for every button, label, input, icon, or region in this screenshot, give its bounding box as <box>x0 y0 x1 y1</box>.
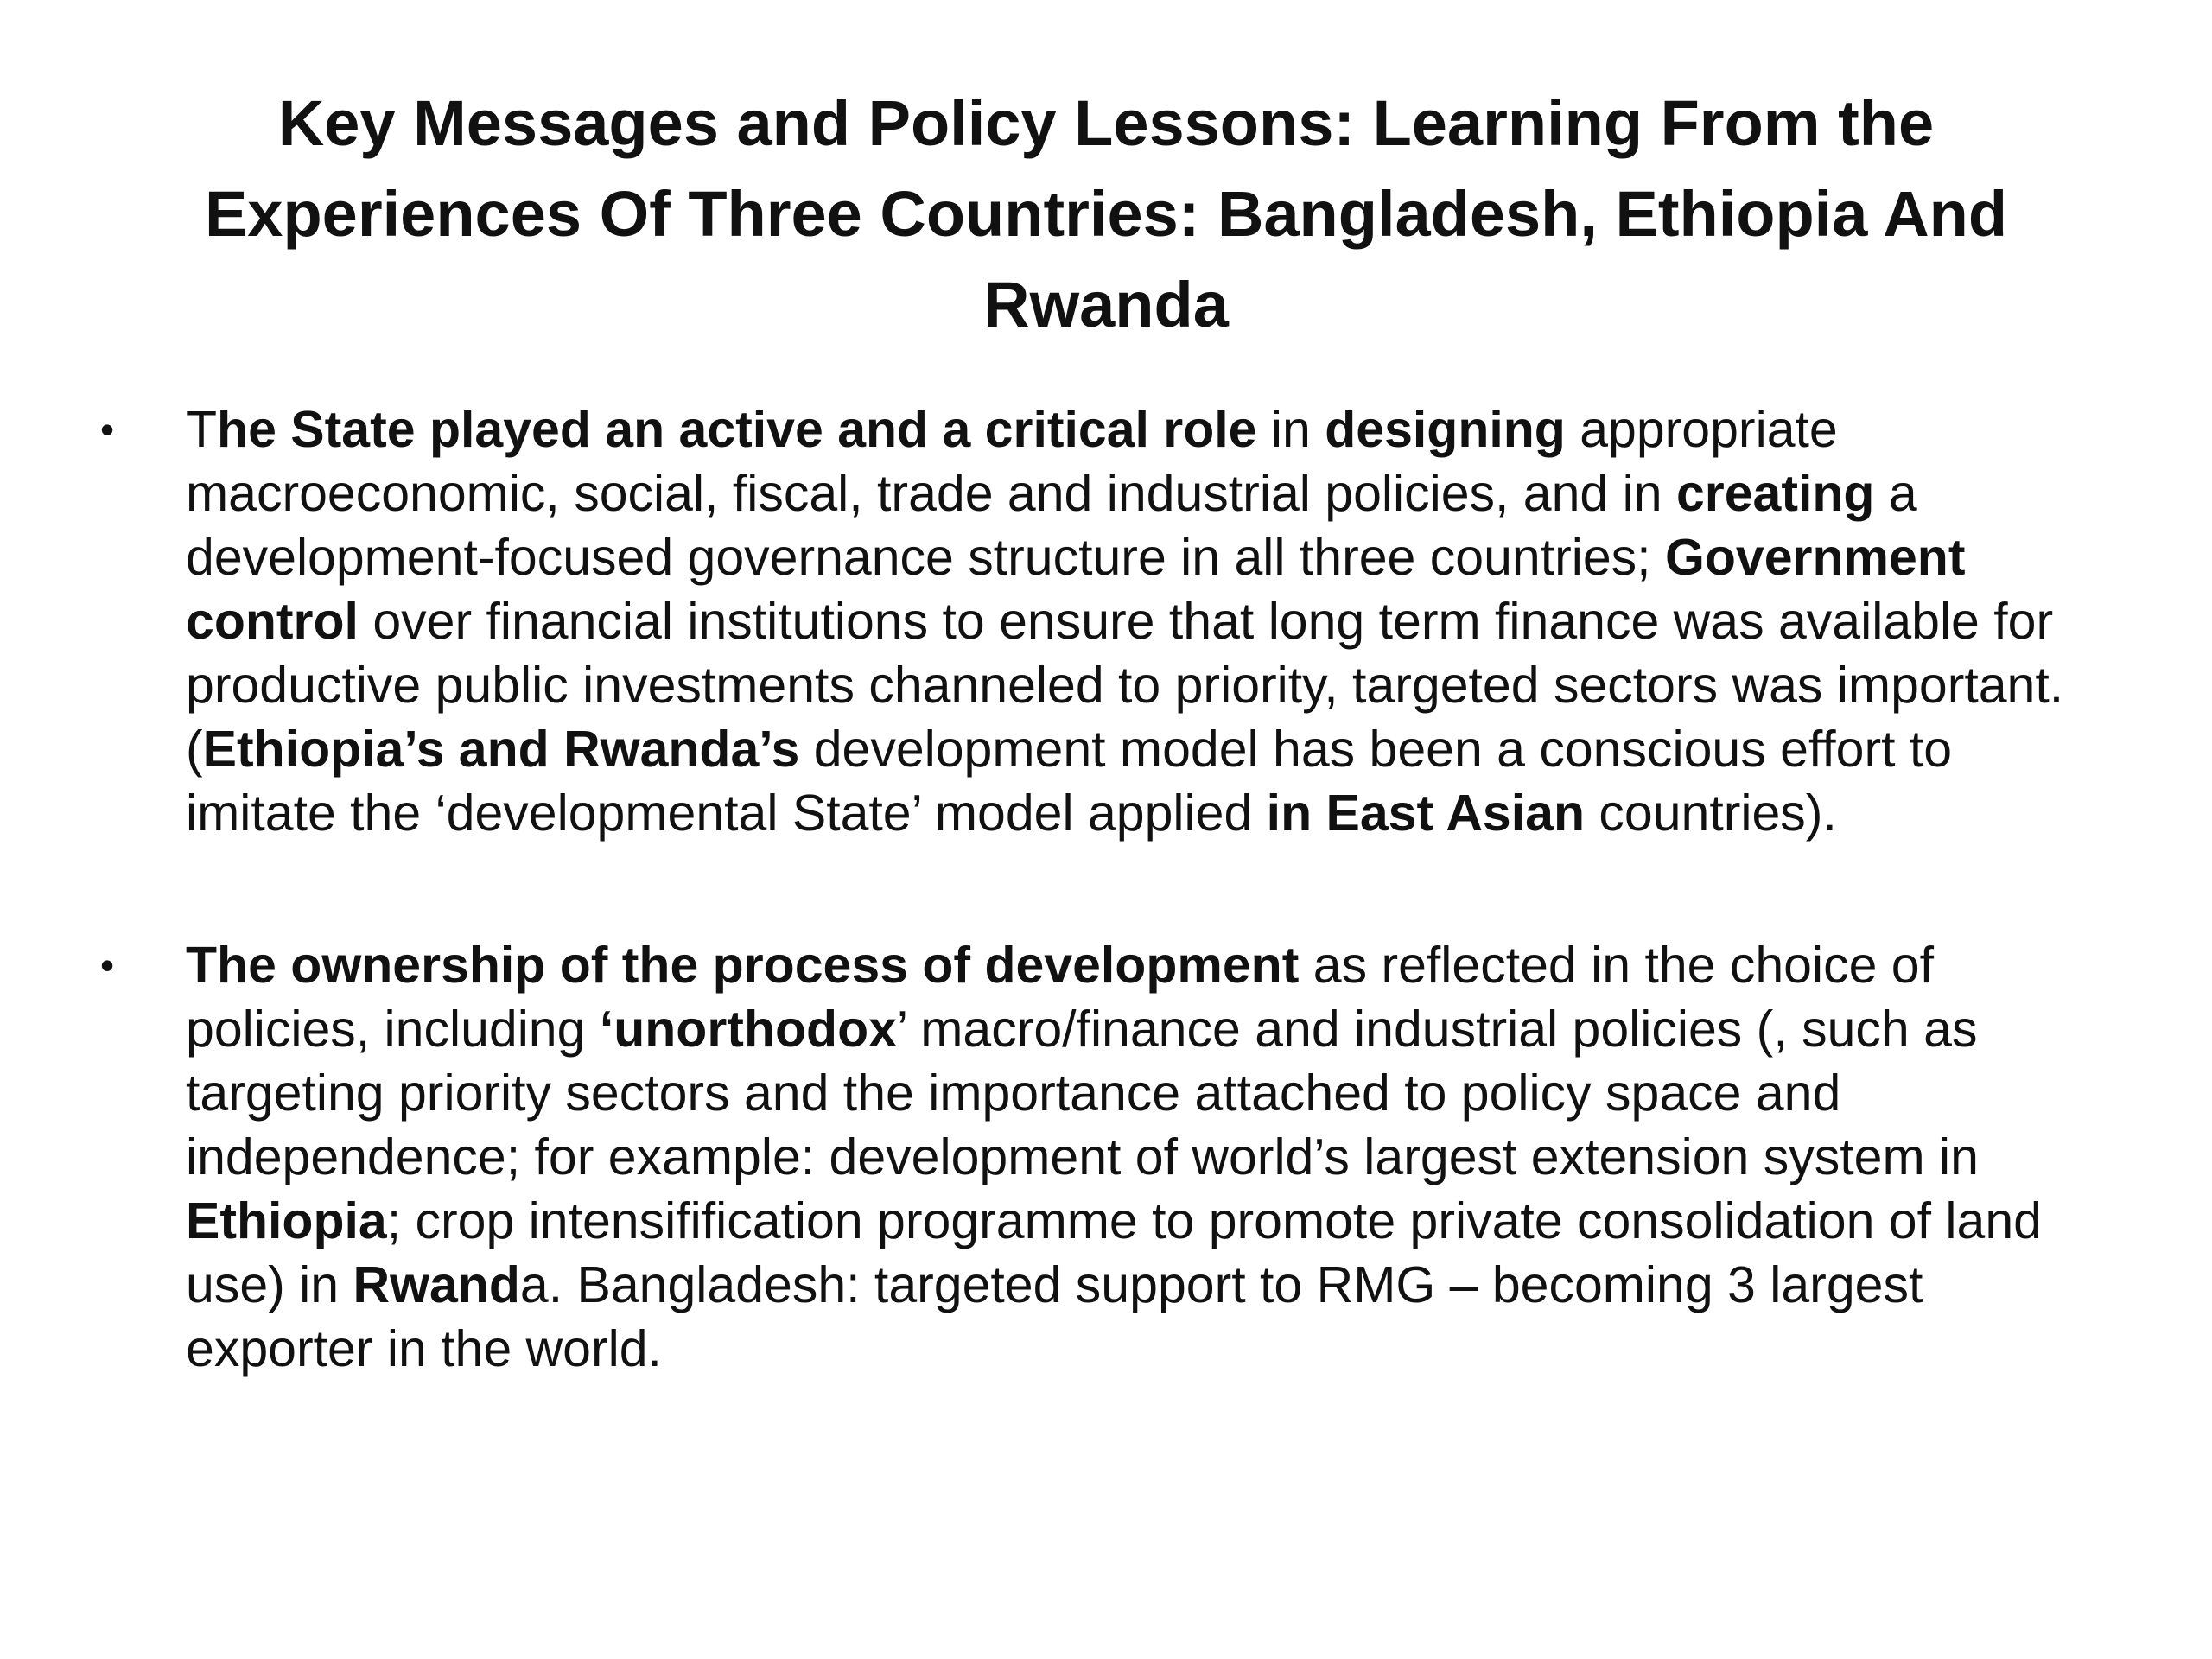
slide-body <box>86 397 2074 1381</box>
text-segment-bold: in East Asian <box>1266 785 1585 842</box>
text-segment: a. Bangladesh: targeted support to RMG – becoming 3 largest exporter in the world. <box>186 1256 1923 1377</box>
text-segment: countries). <box>1585 785 1837 842</box>
text-segment-bold: Rwand <box>353 1256 520 1313</box>
text-segment: over financial institutions to ensure that long term finance was available for productive public investments channeled to priority, targeted sectors was important. ( <box>186 593 2064 778</box>
bullet-item-ownership <box>86 933 2074 1381</box>
slide-title: Key Messages and Policy Lessons: Learning From the Experiences Of Three Countries: Bangladesh, Ethiopia And Rwanda <box>204 87 2008 340</box>
text-segment-bold: designing <box>1325 401 1566 458</box>
text-segment: in <box>1256 401 1325 458</box>
text-segment: development model has been a conscious effort to imitate the ‘developmental State’ model applied <box>186 721 1953 842</box>
bullet-item-state-role <box>86 397 2074 845</box>
text-segment: appropriate macroeconomic, social, fiscal, trade and industrial policies, and in <box>186 401 1838 522</box>
text-segment-bold: Government control <box>186 529 1966 650</box>
bullet-icon: • <box>100 943 115 988</box>
text-segment-bold: creating <box>1675 465 1875 522</box>
bullet-icon: • <box>100 407 115 452</box>
text-segment: ’ macro/finance and industrial policies (, such as targeting priority sectors and the importance attached to policy space and independence; for example: development of world’s largest extension system in <box>186 1001 1979 1185</box>
text-segment: T <box>186 401 218 458</box>
text-segment-bold: Ethiopia’s and Rwanda’s <box>202 721 800 778</box>
text-segment-bold: ‘unorthodox <box>599 1001 897 1058</box>
text-segment: as reflected in the choice of policies, including <box>186 937 1935 1058</box>
text-segment: a development-focused governance structure in all three countries; <box>186 465 1917 586</box>
text-segment-bold: he State played an active and a critical role <box>217 401 1257 458</box>
text-segment: ; crop intensifification programme to promote private consolidation of land use) in <box>186 1192 2042 1313</box>
text-segment-bold: The ownership of the process of development <box>186 937 1300 994</box>
text-segment-bold: Ethiopia <box>186 1192 387 1249</box>
